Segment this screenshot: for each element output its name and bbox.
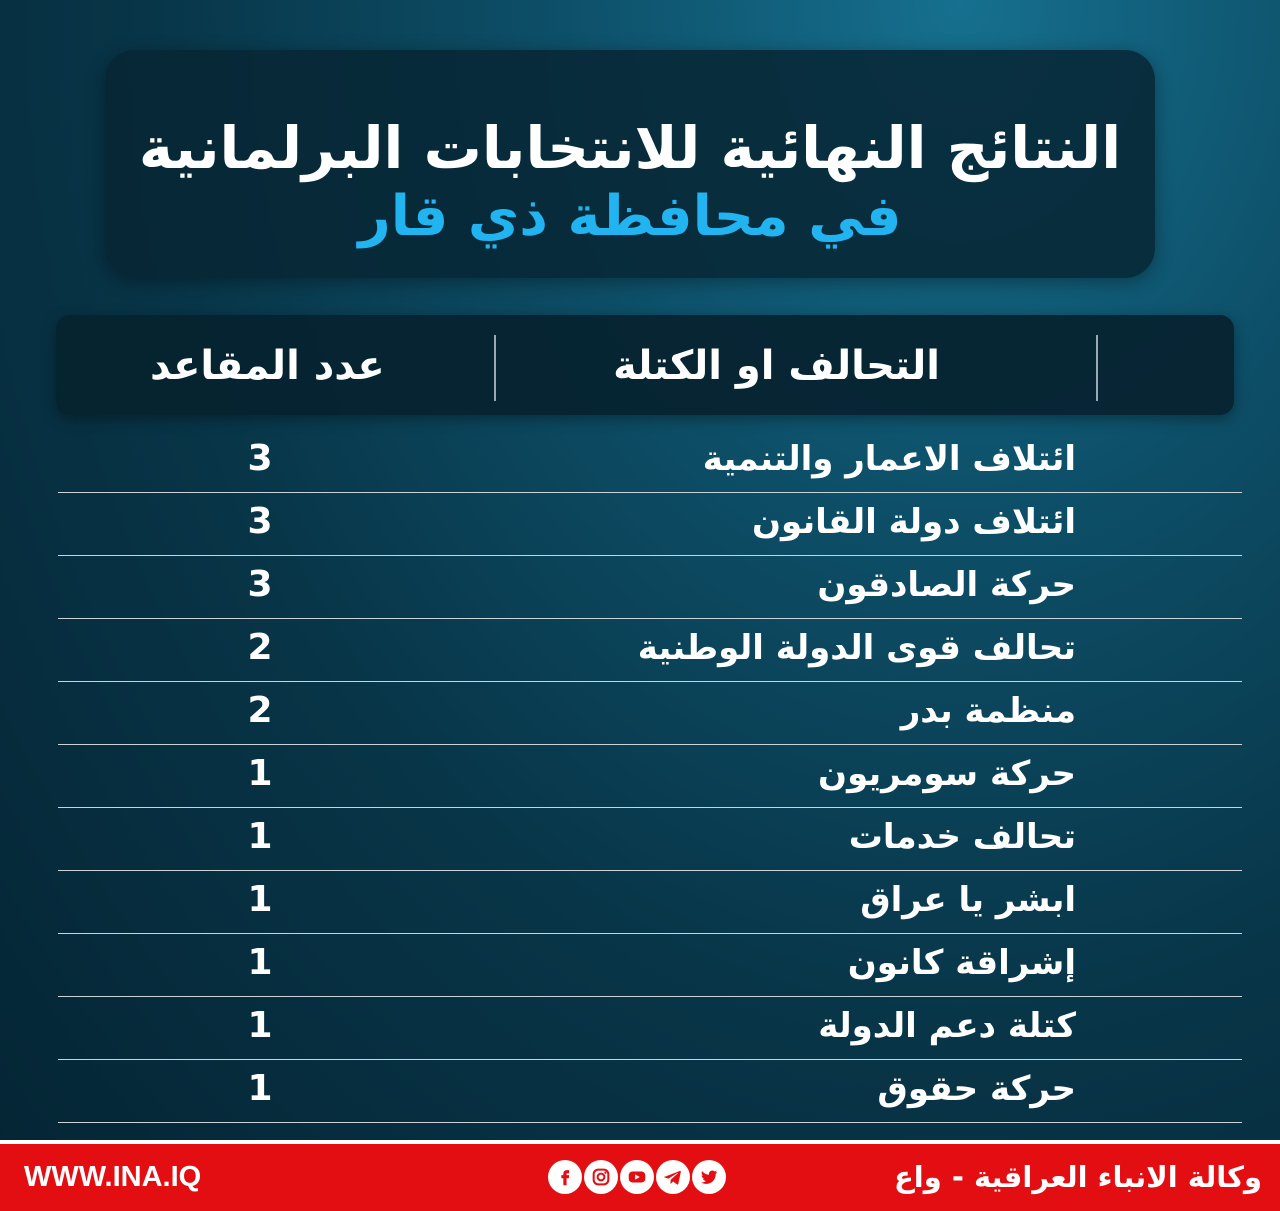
seat-count: 2: [247, 690, 273, 731]
seat-count: 1: [247, 879, 273, 920]
results-table: [58, 430, 1242, 1123]
header-divider-left: [494, 335, 496, 401]
seat-count: 1: [247, 1068, 273, 1109]
table-row: [58, 934, 1242, 997]
coalition-name: ائتلاف الاعمار والتنمية: [702, 439, 1076, 479]
facebook-icon[interactable]: [548, 1160, 582, 1194]
coalition-name: ابشر يا عراق: [860, 880, 1076, 920]
table-row: [58, 1060, 1242, 1123]
twitter-icon[interactable]: [692, 1160, 726, 1194]
coalition-name: منظمة بدر: [900, 691, 1076, 731]
social-icons: [548, 1160, 726, 1196]
title-main: النتائج النهائية للانتخابات البرلمانية: [138, 114, 1122, 182]
seat-count: 3: [247, 438, 273, 479]
coalition-name: ائتلاف دولة القانون: [751, 502, 1076, 542]
coalition-name: حركة سومريون: [818, 754, 1076, 794]
table-row: [58, 619, 1242, 682]
header-divider-right: [1096, 335, 1098, 401]
seat-count: 1: [247, 753, 273, 794]
seat-count: 3: [247, 501, 273, 542]
footer-bar: [0, 1140, 1280, 1211]
coalition-name: حركة الصادقون: [817, 565, 1076, 605]
seat-count: 1: [247, 942, 273, 983]
header-coalition: التحالف او الكتلة: [613, 343, 940, 389]
coalition-name: حركة حقوق: [877, 1069, 1076, 1109]
seat-count: 1: [247, 816, 273, 857]
seat-count: 2: [247, 627, 273, 668]
title-box: [105, 50, 1155, 278]
table-row: [58, 682, 1242, 745]
coalition-name: تحالف خدمات: [848, 817, 1076, 857]
table-row: [58, 430, 1242, 493]
youtube-icon[interactable]: [620, 1160, 654, 1194]
coalition-name: تحالف قوى الدولة الوطنية: [637, 628, 1076, 668]
table-row: [58, 808, 1242, 871]
website-link[interactable]: WWW.INA.IQ: [24, 1161, 202, 1193]
table-row: [58, 745, 1242, 808]
header-seats: عدد المقاعد: [150, 343, 385, 389]
table-row: [58, 556, 1242, 619]
seat-count: 3: [247, 564, 273, 605]
agency-name: وكالة الانباء العراقية - واع: [893, 1160, 1262, 1194]
table-row: [58, 871, 1242, 934]
instagram-icon[interactable]: [584, 1160, 618, 1194]
telegram-icon[interactable]: [656, 1160, 690, 1194]
coalition-name: إشراقة كانون: [847, 943, 1076, 983]
table-row: [58, 997, 1242, 1060]
table-header: [56, 315, 1234, 415]
table-row: [58, 493, 1242, 556]
coalition-name: كتلة دعم الدولة: [818, 1006, 1076, 1046]
seat-count: 1: [247, 1005, 273, 1046]
title-subtitle: في محافظة ذي قار: [358, 184, 902, 249]
